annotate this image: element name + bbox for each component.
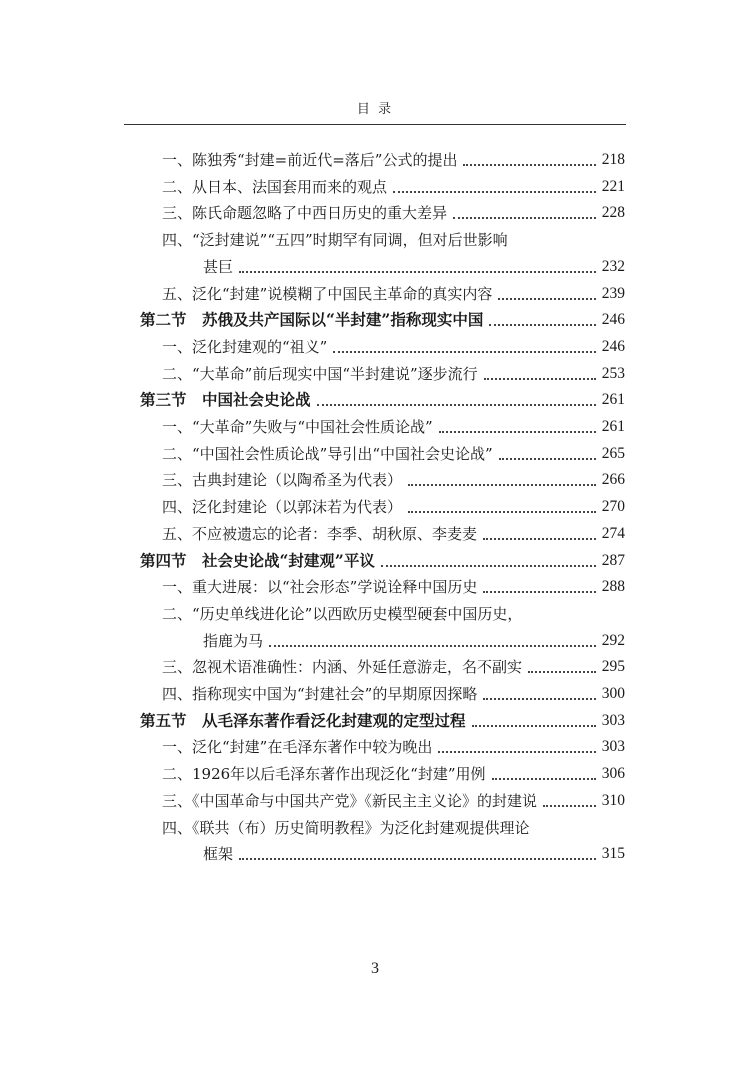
toc-item-row <box>0 762 750 786</box>
toc-item-row <box>0 175 750 199</box>
toc-page-number: 218 <box>601 151 625 168</box>
toc-page-number: 253 <box>601 364 625 382</box>
toc-section-row <box>0 308 750 332</box>
toc-page-number: 310 <box>601 791 625 809</box>
toc-item-title: 四、指称现实中国为“封建社会”的早期原因探略 <box>162 685 478 703</box>
toc-item-title: 三、古典封建论（以陶希圣为代表） <box>162 471 403 490</box>
dot-leader <box>239 259 596 273</box>
toc-item-row <box>0 495 750 519</box>
toc-item-row <box>0 362 750 386</box>
toc-item-title: 三、忽视术语准确性：内涵、外延任意游走，名不副实 <box>162 658 523 677</box>
toc-page-number: 295 <box>601 658 625 676</box>
toc-item-row <box>0 602 750 626</box>
toc-item-row <box>0 816 750 840</box>
toc-item-row <box>0 282 750 306</box>
toc-section-row <box>0 709 750 733</box>
toc-item-row <box>0 148 750 172</box>
dot-leader <box>483 579 596 593</box>
header-rule <box>124 124 626 125</box>
dot-leader <box>393 179 596 193</box>
dot-leader <box>453 205 596 219</box>
toc-section-row <box>0 388 750 412</box>
dot-leader <box>484 366 596 380</box>
toc-page-number: 303 <box>601 711 625 729</box>
toc-page-number: 221 <box>601 177 625 195</box>
toc-page-number: 246 <box>601 337 625 355</box>
toc-section-row <box>0 549 750 573</box>
toc-item-title: 二、从日本、法国套用而来的观点 <box>162 177 388 196</box>
toc-item-title: 一、重大进展：以“社会形态”学说诠释中国历史 <box>162 578 478 597</box>
dot-leader <box>439 419 596 433</box>
toc-section-title: 第四节 社会史论战“封建观”平议 <box>140 550 375 570</box>
toc-item-title: 甚巨 <box>203 257 234 276</box>
dot-leader <box>483 526 596 540</box>
toc-page-number: 315 <box>601 845 625 863</box>
toc-page-number: 292 <box>601 631 625 649</box>
dot-leader <box>543 793 596 807</box>
toc-item-title: 指鹿为马 <box>203 631 264 650</box>
toc-page-number: 288 <box>601 578 625 596</box>
dot-leader <box>381 553 596 567</box>
page-header-title: 目 录 <box>356 102 394 117</box>
dot-leader <box>489 312 596 326</box>
toc-item-title: 五、不应被遗忘的论者：李季、胡秋原、李麦麦 <box>162 524 478 543</box>
dot-leader <box>269 633 596 647</box>
dot-leader <box>333 339 596 353</box>
dot-leader <box>492 766 596 780</box>
toc-item-row <box>0 335 750 359</box>
toc-page-number: 261 <box>601 418 625 435</box>
toc-page-number: 261 <box>601 391 625 409</box>
toc-section-title: 第三节 中国社会史论战 <box>140 390 311 410</box>
toc-item-row <box>0 629 750 653</box>
toc-page-number: 270 <box>601 498 625 516</box>
toc-section-title: 第二节 苏俄及共产国际以“半封建”指称现实中国 <box>140 310 484 330</box>
dot-leader <box>483 686 596 700</box>
toc-item-row <box>0 255 750 279</box>
toc-item-title: 五、泛化“封建”说模糊了中国民主革命的真实内容 <box>162 284 493 303</box>
toc-item-row <box>0 201 750 225</box>
toc-page-number: 266 <box>601 471 625 489</box>
toc-item-row <box>0 655 750 679</box>
dot-leader <box>408 472 596 486</box>
toc-item-row <box>0 842 750 866</box>
toc-page-number: 287 <box>601 551 625 569</box>
toc-item-title: 四、“泛封建说”“五四”时期罕有同调，但对后世影响 <box>162 231 508 250</box>
toc-item-row <box>0 682 750 706</box>
page-number: 3 <box>371 960 379 977</box>
toc-page-number: 300 <box>601 685 625 702</box>
toc-item-row <box>0 415 750 439</box>
toc-item-row <box>0 228 750 252</box>
toc-item-title: 二、“历史单线进化论”以西欧历史模型硬套中国历史， <box>162 604 523 623</box>
toc-item-title: 一、泛化“封建”在毛泽东著作中较为晚出 <box>162 738 433 757</box>
toc-item-title: 一、泛化封建观的“祖义” <box>162 337 328 356</box>
toc-item-title: 一、“大革命”失败与“中国社会性质论战” <box>162 418 433 436</box>
toc-page-number: 239 <box>601 284 625 302</box>
toc-item-title: 框架 <box>203 845 234 864</box>
toc-item-row <box>0 789 750 813</box>
toc-item-row <box>0 442 750 466</box>
toc-page-number: 303 <box>601 738 625 756</box>
dot-leader <box>499 446 596 460</box>
toc-page-number: 228 <box>601 204 625 222</box>
dot-leader <box>472 713 596 727</box>
toc-item-title: 四、泛化封建论（以郭沫若为代表） <box>162 498 403 517</box>
toc-item-title: 四、《联共（布）历史简明教程》为泛化封建观提供理论 <box>162 818 530 837</box>
toc-page-number: 246 <box>601 311 625 329</box>
toc-item-title: 三、《中国革命与中国共产党》《新民主主义论》的封建说 <box>162 791 538 810</box>
dot-leader <box>498 286 596 300</box>
toc-page-number: 232 <box>601 257 625 275</box>
toc-page-number: 265 <box>601 444 625 462</box>
toc-item-row <box>0 735 750 759</box>
toc-item-title: 二、1926年以后毛泽东著作出现泛化“封建”用例 <box>162 765 486 784</box>
toc-item-row <box>0 468 750 492</box>
toc-item-title: 一、陈独秀“封建=前近代=落后”公式的提出 <box>162 151 458 169</box>
toc-section-title: 第五节 从毛泽东著作看泛化封建观的定型过程 <box>140 710 466 730</box>
toc-page-number: 274 <box>601 524 625 542</box>
toc-item-title: 二、“中国社会性质论战”导引出“中国社会史论战” <box>162 444 493 463</box>
toc-page-number: 306 <box>601 765 625 783</box>
dot-leader <box>317 392 596 406</box>
dot-leader <box>408 499 596 513</box>
dot-leader <box>239 846 596 860</box>
toc-item-row <box>0 522 750 546</box>
toc-item-title: 三、陈氏命题忽略了中西日历史的重大差异 <box>162 204 448 223</box>
dot-leader <box>528 659 596 673</box>
toc-item-row <box>0 575 750 599</box>
dot-leader <box>438 739 596 753</box>
toc-item-title: 二、“大革命”前后现实中国“半封建说”逐步流行 <box>162 364 478 383</box>
dot-leader <box>463 152 596 166</box>
